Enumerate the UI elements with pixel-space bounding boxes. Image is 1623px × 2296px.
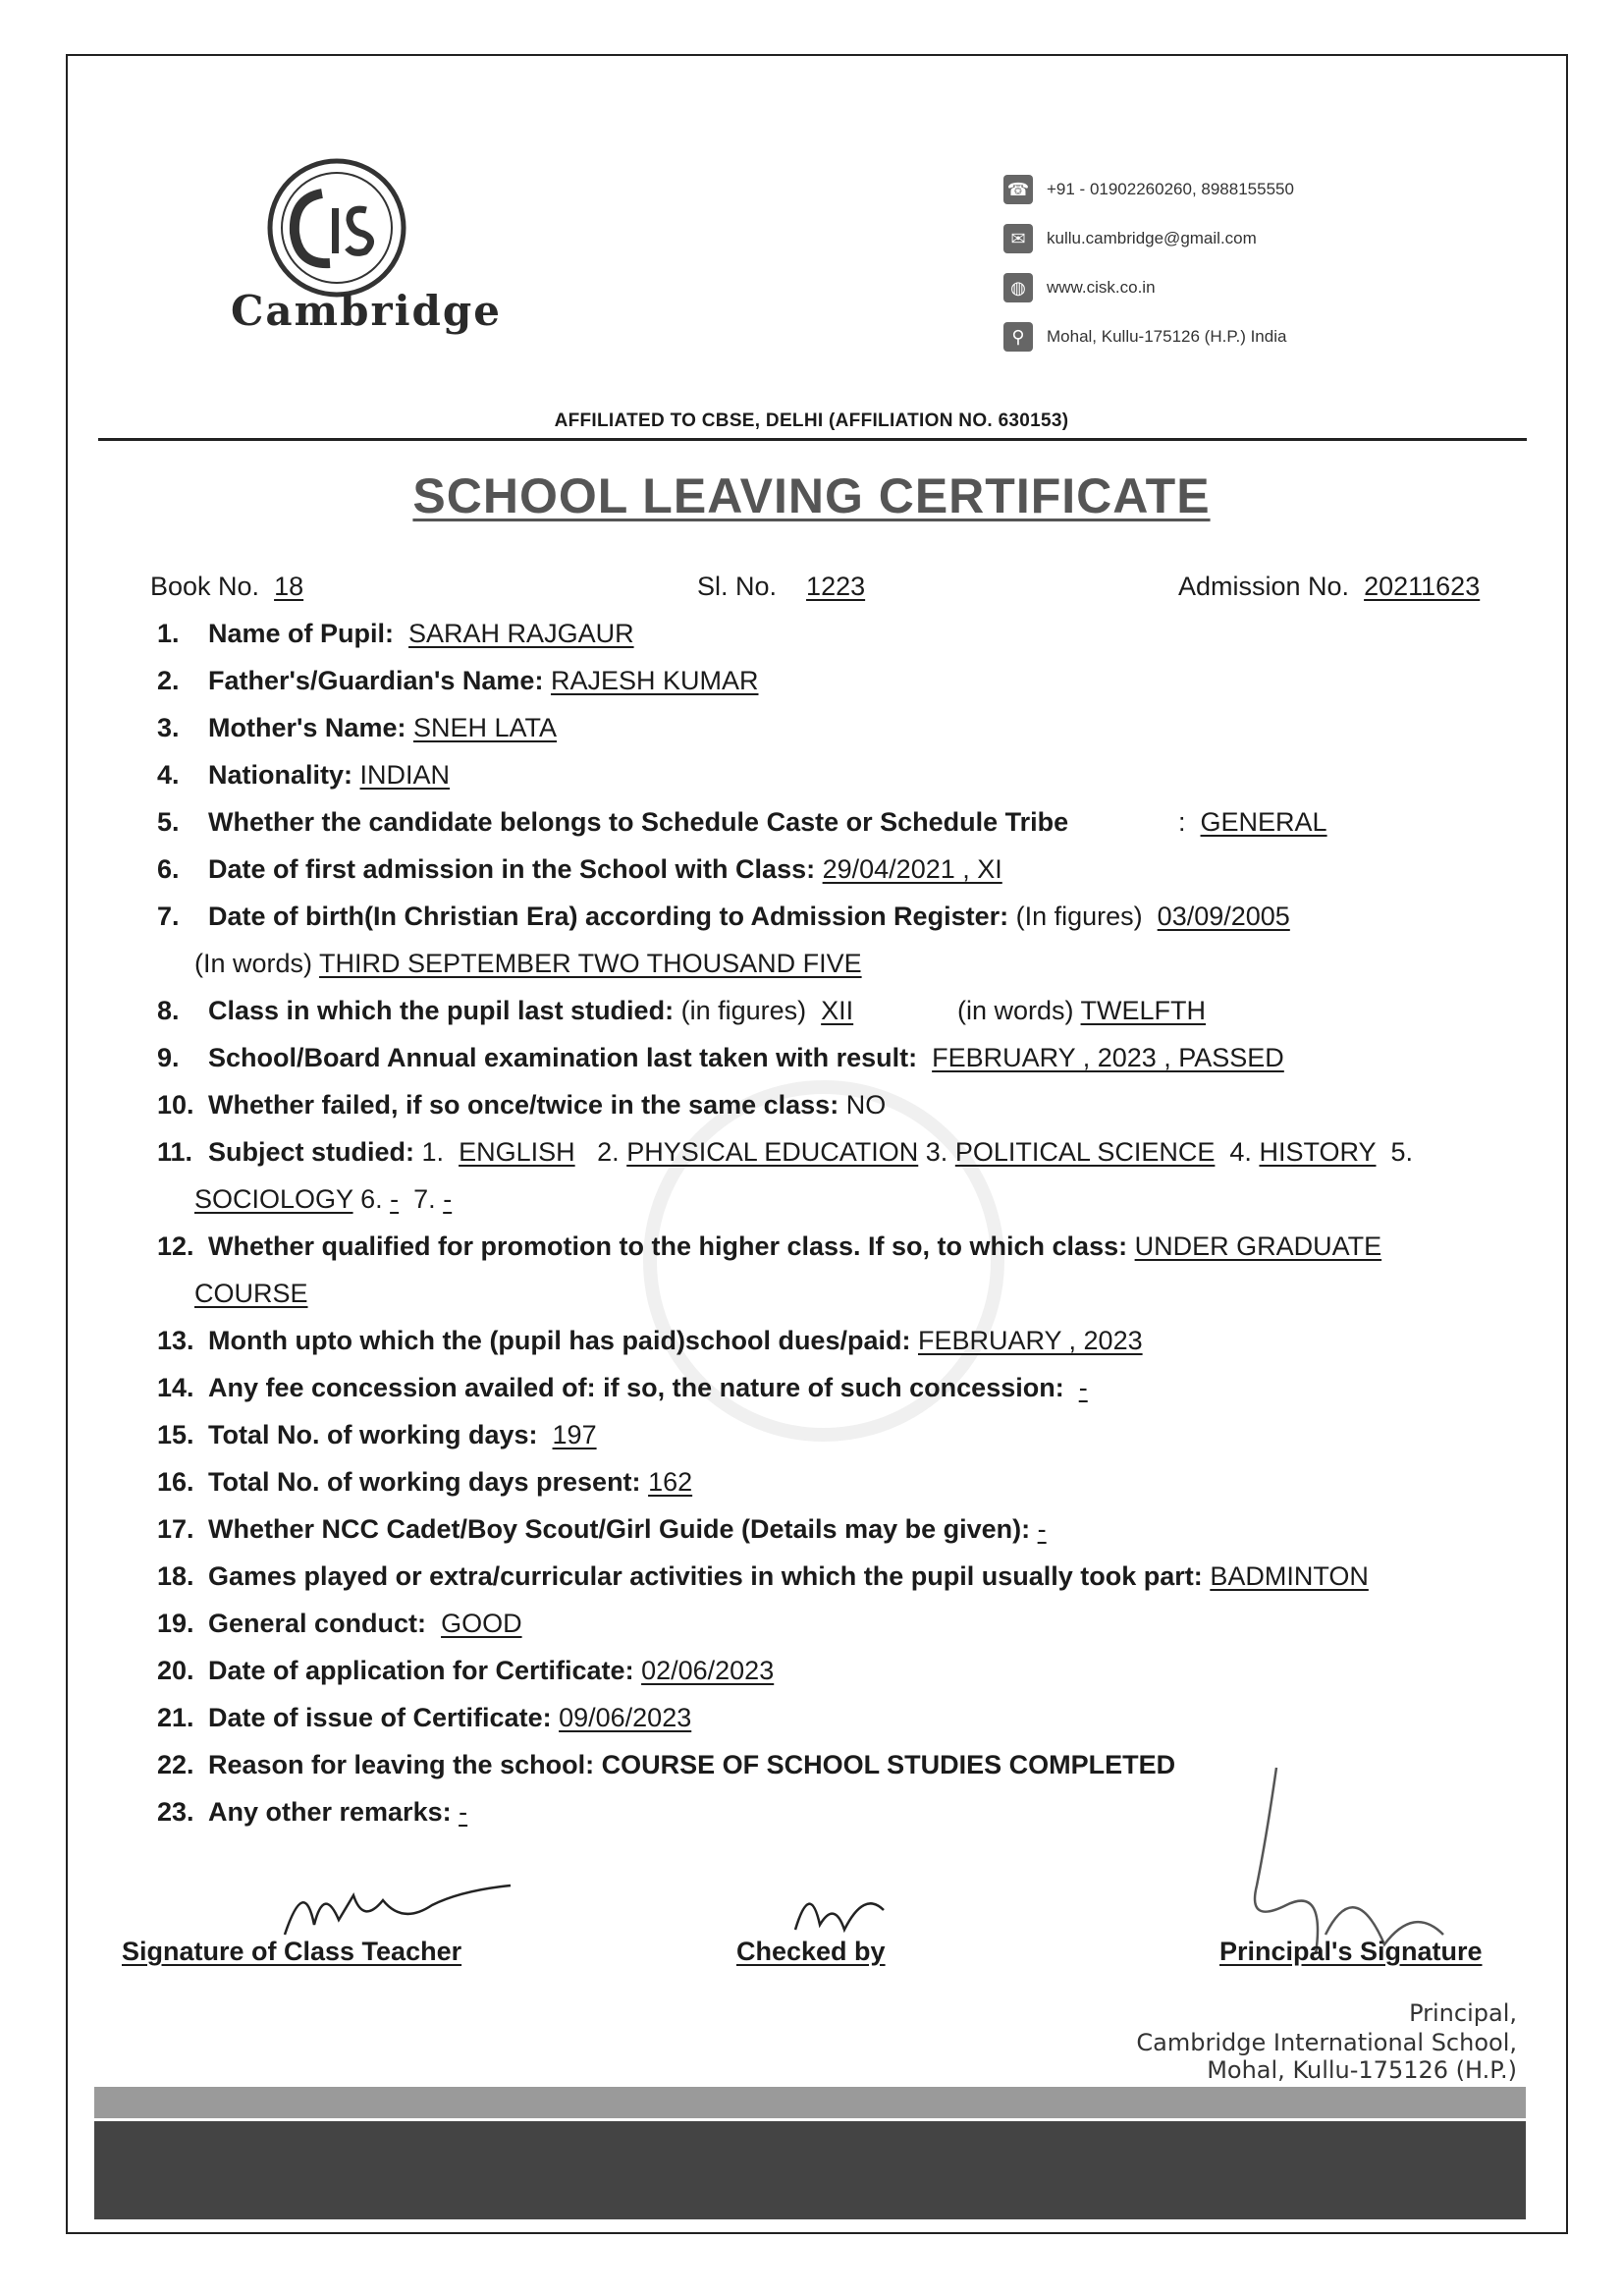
contact-website: ◍ www.cisk.co.in [1003,263,1294,312]
item-1: 1. Name of Pupil: SARAH RAJGAUR [157,619,634,648]
item-12-cont: COURSE [194,1279,308,1308]
contact-address: ⚲ Mohal, Kullu-175126 (H.P.) India [1003,312,1294,361]
item-16: 16. Total No. of working days present: 162 [157,1467,693,1497]
location-icon: ⚲ [1003,322,1033,352]
contact-phone: ☎ +91 - 01902260260, 8988155550 [1003,165,1294,214]
contact-block [1003,165,1294,361]
item-22: 22. Reason for leaving the school: COURSE OF SCHOOL STUDIES COMPLETED [157,1750,1176,1779]
globe-icon: ◍ [1003,273,1033,302]
mail-icon: ✉ [1003,224,1033,253]
item-17: 17. Whether NCC Cadet/Boy Scout/Girl Guide (Details may be given): - [157,1514,1047,1544]
item-19: 19. General conduct: GOOD [157,1609,522,1638]
item-14: 14. Any fee concession availed of: if so, the nature of such concession: - [157,1373,1088,1402]
item-7: 7. Date of birth(In Christian Era) according to Admission Register: (In figures) 03/09/2005 [157,902,1290,931]
affiliation-line: AFFILIATED TO CBSE, DELHI (AFFILIATION NO. 630153) [554,410,1069,431]
item-11: 11. Subject studied: 1. ENGLISH 2. PHYSICAL EDUCATION 3. POLITICAL SCIENCE 4. HISTORY 5. [157,1137,1414,1167]
stamp-line-3: Mohal, Kullu-175126 (H.P.) [1207,2056,1517,2084]
serial-number: Sl. No. 1223 [697,572,866,601]
item-18: 18. Games played or extra/curricular activities in which the pupil usually took part: BADMINTON [157,1561,1369,1591]
footer-bar-light [94,2087,1526,2118]
header-divider [98,438,1527,441]
item-4: 4. Nationality: INDIAN [157,760,451,790]
principal-signature-label: Principal's Signature [1219,1937,1483,1966]
school-name-wordmark: Cambridge [231,287,502,335]
item-21: 21. Date of issue of Certificate: 09/06/2023 [157,1703,692,1732]
item-13: 13. Month upto which the (pupil has paid)school dues/paid: FEBRUARY , 2023 [157,1326,1143,1355]
item-11-cont: SOCIOLOGY 6. - 7. - [194,1184,453,1214]
item-9: 9. School/Board Annual examination last taken with result: FEBRUARY , 2023 , PASSED [157,1043,1284,1072]
item-5-value: : GENERAL [1178,807,1327,837]
item-7-words: (In words) THIRD SEPTEMBER TWO THOUSAND FIVE [194,949,862,978]
item-12: 12. Whether qualified for promotion to the higher class. If so, to which class: UNDER GRADUATE [157,1231,1382,1261]
item-8: 8. Class in which the pupil last studied: (in figures) XII [157,996,854,1025]
phone-icon: ☎ [1003,175,1033,204]
certificate-title: SCHOOL LEAVING CERTIFICATE [412,468,1211,523]
item-2: 2. Father's/Guardian's Name: RAJESH KUMAR [157,666,759,695]
book-number: Book No. 18 [150,572,304,601]
class-teacher-signature-label: Signature of Class Teacher [122,1937,462,1966]
item-20: 20. Date of application for Certificate: 02/06/2023 [157,1656,775,1685]
stamp-line-1: Principal, [1409,1999,1517,2027]
item-3: 3. Mother's Name: SNEH LATA [157,713,558,742]
item-15: 15. Total No. of working days: 197 [157,1420,597,1449]
stamp-line-2: Cambridge International School, [1136,2029,1517,2056]
item-5: 5. Whether the candidate belongs to Schedule Caste or Schedule Tribe [157,807,1069,837]
checked-by-label: Checked by [736,1937,886,1966]
item-10: 10. Whether failed, if so once/twice in the same class: NO [157,1090,887,1120]
footer-bar-dark [94,2121,1526,2219]
item-23: 23. Any other remarks: - [157,1797,468,1827]
item-6: 6. Date of first admission in the School with Class: 29/04/2021 , XI [157,854,1002,884]
admission-number: Admission No. 20211623 [1178,572,1481,601]
item-8-words: (in words) TWELFTH [957,996,1207,1025]
contact-email: ✉ kullu.cambridge@gmail.com [1003,214,1294,263]
